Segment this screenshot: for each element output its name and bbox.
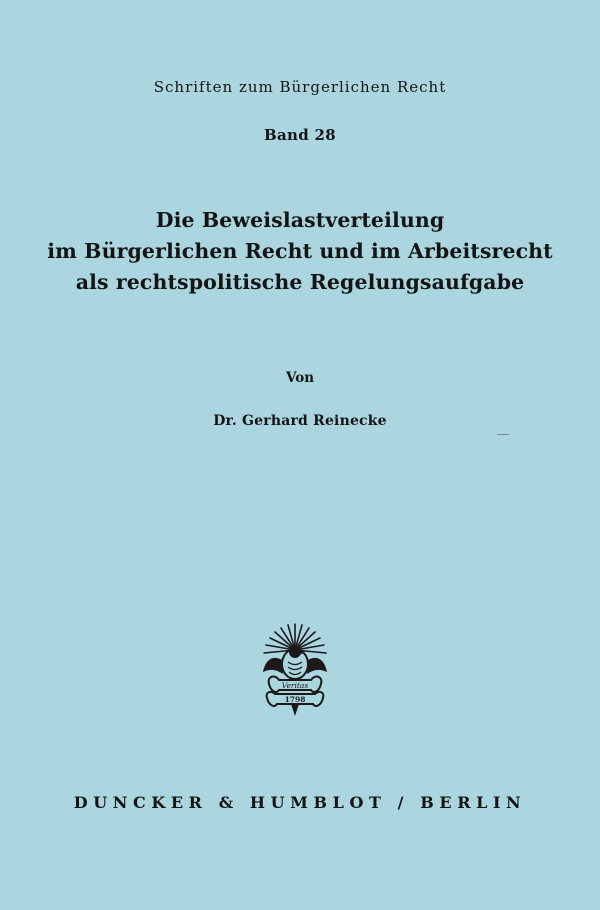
stray-mark [497,434,509,435]
logo-year: 1798 [284,695,306,704]
book-title-line-2: im Bürgerlichen Recht und im Arbeitsrecht [47,239,553,263]
by-label: Von [285,370,315,386]
eagle-seal-icon [255,620,335,720]
author-name: Dr. Gerhard Reinecke [213,413,387,429]
publisher-imprint: DUNCKER & HUMBLOT / BERLIN [73,793,527,812]
volume-number: Band 28 [264,126,336,144]
book-title-line-3: als rechtspolitische Regelungsaufgabe [75,270,525,294]
book-title-line-1: Die Beweislastverteilung [155,208,445,232]
book-title [0,205,600,298]
logo-motto: Veritas [281,681,309,690]
series-title: Schriften zum Bürgerlichen Recht [153,78,447,96]
